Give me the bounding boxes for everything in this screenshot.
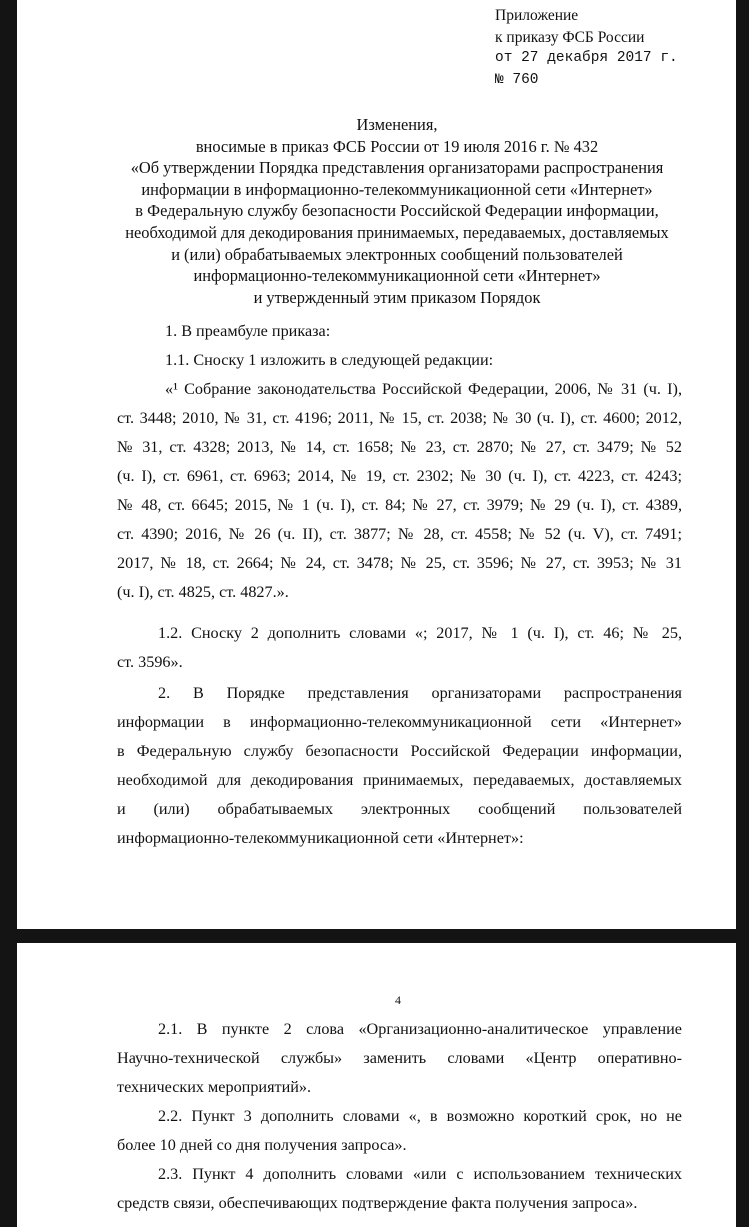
title-line: и утвержденный этим приказом Порядок [253, 287, 541, 307]
footnote-line: ст. 3448; 2010, № 31, ст. 4196; 2011, № 15, ст. 2038; № 30 (ч. I), ст. 4600; 2012, [117, 409, 682, 427]
title-line: вносимые в приказ ФСБ России от 19 июля 2016 г. № 432 [195, 136, 599, 156]
item-2-line: информации в информационно-телекоммуникационной сети «Интернет» [117, 713, 682, 731]
stamp-line-date: от 27 декабря 2017 г. [495, 50, 678, 66]
item-2-2-line: более 10 дней со дня получения запроса». [117, 1136, 407, 1154]
footnote-line: № 48, ст. 6645; 2015, № 1 (ч. I), ст. 84; № 27, ст. 3979; № 29 (ч. I), ст. 4389, [117, 496, 682, 514]
footnote-1-text [117, 375, 682, 607]
title-line: информации в информационно-телекоммуникационной сети «Интернет» [141, 179, 653, 199]
footnote-line: (ч. I), ст. 4825, ст. 4827.». [117, 583, 289, 601]
title-line: Изменения, [356, 115, 438, 134]
item-2-2-line: 2.2. Пункт 3 дополнить словами «, в возможно короткий срок, но не [158, 1107, 682, 1125]
title-line: «Об утверждении Порядка представления организаторами распространения [130, 158, 664, 178]
item-2-line: необходимой для декодирования принимаемых, передаваемых, доставляемых [117, 771, 682, 789]
item-1-2-line: 1.2. Сноску 2 дополнить словами «; 2017, № 1 (ч. I), ст. 46; № 25, [158, 624, 682, 642]
stamp-line-order: к приказу ФСБ России [495, 28, 645, 46]
footnote-line: ст. 4390; 2016, № 26 (ч. II), ст. 3877; № 28, ст. 4558; № 52 (ч. V), ст. 7491; [117, 525, 682, 543]
item-1: 1. В преамбуле приказа: [165, 322, 331, 340]
footnote-line: (ч. I), ст. 6961, ст. 6963; 2014, № 19, ст. 2302; № 30 (ч. I), ст. 4223, ст. 4243; [117, 467, 682, 485]
item-2-line: 2. В Порядке представления организаторами распространения [158, 684, 682, 702]
title-line: необходимой для декодирования принимаемых, передаваемых, доставляемых [125, 222, 669, 242]
item-2-3 [117, 1160, 682, 1218]
item-2-3-line: 2.3. Пункт 4 дополнить словами «или с использованием технических [158, 1165, 682, 1183]
footnote-line: 2017, № 18, ст. 2664; № 24, ст. 3478; № 25, ст. 3596; № 27, ст. 3953; № 31 [117, 554, 682, 572]
document-page-1 [17, 0, 736, 929]
title-line: информационно-телекоммуникационной сети «Интернет» [193, 266, 601, 286]
item-2-2 [117, 1102, 682, 1160]
page-number: 4 [395, 993, 401, 1007]
footnote-line: № 31, ст. 4328; 2013, № 14, ст. 1658; № 23, ст. 2870; № 27, ст. 3479; № 52 [117, 438, 682, 456]
footnote-line: «¹ Собрание законодательства Российской Федерации, 2006, № 31 (ч. I), [165, 380, 682, 398]
item-2-3-line: средств связи, обеспечивающих подтверждение факта получения запроса». [117, 1194, 638, 1212]
title-line: и (или) обрабатываемых электронных сообщений пользователей [171, 244, 623, 264]
stamp-line-number: № 760 [495, 71, 539, 88]
document-title [77, 114, 717, 308]
item-2-1 [117, 1015, 682, 1102]
title-line: в Федеральную службу безопасности Российской Федерации информации, [135, 201, 659, 221]
item-2-line: информационно-телекоммуникационной сети «Интернет»: [117, 829, 524, 847]
document-page-2 [17, 943, 736, 1227]
stamp-line-appendix: Приложение [495, 7, 579, 24]
item-2-line: в Федеральную службу безопасности Российской Федерации информации, [117, 742, 682, 760]
item-1-2 [117, 619, 682, 677]
item-2-1-line: 2.1. В пункте 2 слова «Организационно-аналитическое управление [158, 1020, 682, 1038]
item-2-line: и (или) обрабатываемых электронных сообщений пользователей [117, 800, 682, 818]
item-2 [117, 679, 682, 853]
item-2-1-line: Научно-технической службы» заменить словами «Центр оперативно- [117, 1049, 682, 1067]
item-1-1: 1.1. Сноску 1 изложить в следующей редакции: [165, 351, 494, 369]
item-1-2-line: ст. 3596». [117, 653, 183, 671]
item-2-1-line: технических мероприятий». [117, 1078, 312, 1096]
appendix-stamp [495, 5, 725, 91]
